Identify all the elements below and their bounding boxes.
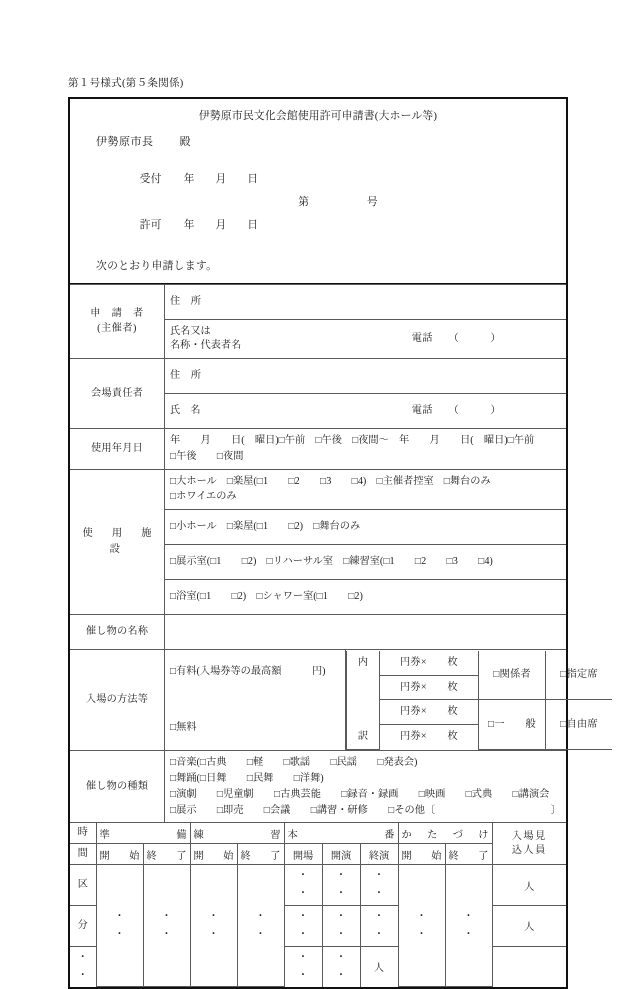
audience-type-related[interactable]: □関係者 xyxy=(479,651,546,700)
schedule-prep-start-input[interactable] xyxy=(96,865,143,987)
time-separator: ・ xyxy=(335,928,347,940)
time-separator: ・ xyxy=(463,910,474,922)
time-separator: ・ xyxy=(297,969,309,981)
facility-large-hall-line2: □ホワイエのみ xyxy=(170,491,237,503)
time-separator: ・ xyxy=(208,928,219,940)
time-separator: ・ xyxy=(335,888,347,900)
schedule-main-start-input-3[interactable] xyxy=(284,946,322,986)
time-separator: ・ xyxy=(463,928,474,940)
breakdown-label-top: 内 xyxy=(357,656,369,668)
venue-manager-label-cell xyxy=(70,358,165,428)
schedule-sub-cleanup-start: 開始 xyxy=(398,844,445,865)
admission-label-cell xyxy=(70,650,165,751)
time-separator: ・ xyxy=(416,928,427,940)
venue-manager-name-cell[interactable] xyxy=(165,393,567,428)
use-date-label: 使用年月日 xyxy=(91,442,143,454)
schedule-group-cleanup: かたづけ xyxy=(398,823,492,844)
schedule-cleanup-end-input[interactable] xyxy=(445,865,492,987)
event-name-label: 催し物の名称 xyxy=(85,626,149,638)
time-separator: ・ xyxy=(373,928,385,940)
admission-fee-cell[interactable] xyxy=(165,650,346,751)
seat-type-reserved[interactable]: □指定席 xyxy=(546,651,613,700)
time-separator: ・ xyxy=(161,928,172,940)
use-date-cell[interactable] xyxy=(165,428,567,469)
admission-paid-option[interactable]: □有料(入場券等の最高額 円) xyxy=(170,666,326,678)
permit-label: 許可 xyxy=(139,220,162,232)
schedule-table xyxy=(70,822,566,987)
schedule-side-char-3: 区 xyxy=(70,865,96,906)
applicant-name-label-line2: 名称・代表者名 xyxy=(170,339,242,351)
schedule-main-end-input-3[interactable] xyxy=(322,946,360,986)
facility-row-bath[interactable] xyxy=(165,580,567,615)
table-row xyxy=(70,751,566,823)
venue-manager-address-label: 住 所 xyxy=(170,370,202,382)
schedule-sub-prep-end: 終了 xyxy=(143,844,190,865)
header-block xyxy=(70,99,566,284)
time-separator: ・ xyxy=(373,870,385,882)
breakdown-label-cell xyxy=(347,651,380,749)
admission-breakdown-table xyxy=(346,651,612,750)
schedule-side-char-4: 分 xyxy=(70,906,96,947)
form-frame xyxy=(68,97,598,989)
schedule-sub-main-open: 開場 xyxy=(284,844,322,865)
schedule-main-start-input-1[interactable] xyxy=(322,865,360,906)
event-kind-label-cell xyxy=(70,751,165,823)
time-separator: ・ xyxy=(335,969,347,981)
applicant-tel-label: 電話 （ ） xyxy=(411,333,501,345)
schedule-attendance-input-3[interactable] xyxy=(360,946,398,986)
time-separator: ・ xyxy=(297,951,309,963)
facility-row-large-hall[interactable] xyxy=(165,469,567,510)
use-date-label-cell xyxy=(70,428,165,469)
schedule-side-char-1: 時 xyxy=(70,823,96,844)
time-separator: ・ xyxy=(208,910,219,922)
audience-type-general[interactable]: □一 般 xyxy=(479,700,546,749)
schedule-side-char-2: 間 xyxy=(70,844,96,865)
applicant-name-cell[interactable] xyxy=(165,319,567,358)
breakdown-label-bottom: 訳 xyxy=(357,730,369,742)
facility-row-exhibition[interactable] xyxy=(165,545,567,580)
time-separator: ・ xyxy=(335,870,347,882)
table-row xyxy=(347,651,613,675)
venue-manager-label: 会場責任者 xyxy=(91,387,143,399)
event-name-value-cell[interactable] xyxy=(165,615,567,650)
ticket-row-1[interactable]: 円券× 枚 xyxy=(380,651,479,675)
event-kind-options-cell[interactable] xyxy=(165,751,567,823)
permit-number-block xyxy=(272,180,378,226)
schedule-sub-header-row xyxy=(70,844,566,865)
time-separator: ・ xyxy=(77,969,88,981)
time-separator: ・ xyxy=(335,951,347,963)
admission-label: 入場の方法等 xyxy=(85,694,149,706)
receipt-date-pattern: 年 月 日 xyxy=(183,174,258,186)
time-separator: ・ xyxy=(114,928,125,940)
schedule-main-open-input-1[interactable] xyxy=(284,865,322,906)
applicant-label-line2: (主催者) xyxy=(97,323,137,335)
person-unit: 人 xyxy=(524,922,535,934)
table-row xyxy=(70,650,566,751)
number-prefix: 第 xyxy=(298,197,310,209)
applicant-section-table xyxy=(70,284,566,649)
venue-manager-tel-label: 電話 （ ） xyxy=(411,405,501,417)
form-number: 第１号様式(第５条関係) xyxy=(68,78,184,89)
schedule-sub-cleanup-end: 終了 xyxy=(445,844,492,865)
addressee-line xyxy=(96,133,566,149)
schedule-group-rehearsal: 練習 xyxy=(190,823,284,844)
event-kind-line-music: □音楽(□古典 □軽 □歌謡 □民謡 □発表会) xyxy=(170,757,418,769)
use-date-line1: 年 月 日( 曜日)□午前 □午後 □夜間〜 年 月 日( 曜日)□午前 xyxy=(170,434,535,446)
applicant-name-label-line1: 氏名又は xyxy=(170,326,211,338)
person-unit: 人 xyxy=(373,963,385,975)
facility-small-hall-line1: □小ホール □楽屋(□1 □2) □舞台のみ xyxy=(170,521,361,533)
addressee-name: 伊勢原市長 xyxy=(96,135,154,148)
schedule-main-open-input-3[interactable] xyxy=(70,946,96,986)
facility-large-hall-line1: □大ホール □楽屋(□1 □2 □3 □4) □主催者控室 □舞台のみ xyxy=(170,475,491,487)
attendance-header-line1: 入場見 xyxy=(511,831,547,843)
venue-manager-name-label: 氏 名 xyxy=(170,405,201,417)
permit-row xyxy=(108,203,258,249)
schedule-rehearsal-start-input[interactable] xyxy=(190,865,237,987)
schedule-sub-prep-start: 開始 xyxy=(96,844,143,865)
table-row xyxy=(70,615,566,650)
addressee-honorific: 殿 xyxy=(179,135,191,148)
schedule-sub-rehearsal-start: 開始 xyxy=(190,844,237,865)
schedule-cleanup-start-input[interactable] xyxy=(398,865,445,987)
schedule-attendance-header xyxy=(492,823,566,865)
schedule-main-start-input-2[interactable] xyxy=(322,906,360,947)
schedule-group-prep: 準備 xyxy=(96,823,190,844)
table-row xyxy=(70,469,566,510)
permit-date-pattern: 年 月 日 xyxy=(183,220,258,232)
time-separator: ・ xyxy=(416,910,427,922)
time-separator: ・ xyxy=(77,951,88,963)
facility-exhibition-line1: □展示室(□1 □2) □リハーサル室 □練習室(□1 □2 □3 □4) xyxy=(170,556,493,568)
table-row xyxy=(70,428,566,469)
event-kind-line-theatre: □演劇 □児童劇 □古典芸能 □録音・録画 □映画 □式典 □講演会 xyxy=(170,788,550,800)
facilities-label: 使 用 施 設 xyxy=(82,528,171,555)
number-suffix: 号 xyxy=(367,197,378,209)
facilities-label-cell xyxy=(70,469,171,615)
declaration-text: 次のとおり申請します。 xyxy=(96,259,218,272)
schedule-rehearsal-end-input[interactable] xyxy=(237,865,284,987)
applicant-address-cell[interactable] xyxy=(165,284,567,319)
receipt-row xyxy=(108,157,258,203)
schedule-main-open-input-2[interactable] xyxy=(284,906,322,947)
attendance-header-line2: 込人員 xyxy=(511,844,547,856)
time-separator: ・ xyxy=(297,870,309,882)
facility-row-small-hall[interactable] xyxy=(165,510,567,545)
event-kind-other-close: 〕 xyxy=(550,804,561,816)
event-kind-line-other: □展示 □即売 □会議 □講習・研修 □その他〔 xyxy=(170,804,436,816)
admission-breakdown-cell xyxy=(346,650,598,751)
schedule-attendance-input-2[interactable] xyxy=(492,906,566,947)
schedule-sub-main-end: 終演 xyxy=(360,844,398,865)
receipt-permit-block xyxy=(108,157,566,249)
schedule-main-end-input-1[interactable] xyxy=(360,865,398,906)
person-unit: 人 xyxy=(524,881,535,893)
time-separator: ・ xyxy=(373,911,385,923)
event-name-label-cell xyxy=(70,615,165,650)
time-separator: ・ xyxy=(161,910,172,922)
time-separator: ・ xyxy=(114,910,125,922)
schedule-sub-rehearsal-end: 終了 xyxy=(237,844,284,865)
event-kind-line-other-wrap xyxy=(170,803,561,819)
admission-free-option[interactable]: □無料 xyxy=(170,722,197,734)
schedule-body-row xyxy=(70,865,566,906)
venue-manager-address-cell[interactable] xyxy=(165,358,567,393)
receipt-label: 受付 xyxy=(139,174,162,186)
event-kind-label: 催し物の種類 xyxy=(85,780,149,792)
schedule-sub-main-start: 開演 xyxy=(322,844,360,865)
applicant-label-line1: 申 請 者 xyxy=(90,307,144,319)
table-row xyxy=(70,358,566,393)
facility-bath-line1: □浴室(□1 □2) □シャワー室(□1 □2) xyxy=(170,591,363,603)
ticket-row-2[interactable]: 円券× 枚 xyxy=(380,675,479,700)
admission-section-table xyxy=(70,649,598,750)
schedule-group-main: 本番 xyxy=(284,823,398,844)
applicant-label-cell xyxy=(70,284,165,358)
event-kind-line-dance: □舞踊(□日舞 □民舞 □洋舞) xyxy=(170,773,324,784)
seat-type-free[interactable]: □自由席 xyxy=(546,700,613,749)
time-separator: ・ xyxy=(297,888,309,900)
table-row xyxy=(347,700,613,725)
ticket-row-3[interactable]: 円券× 枚 xyxy=(380,700,479,725)
schedule-attendance-input-1[interactable] xyxy=(492,865,566,906)
table-row xyxy=(70,284,566,319)
time-separator: ・ xyxy=(335,911,347,923)
schedule-prep-end-input[interactable] xyxy=(143,865,190,987)
time-separator: ・ xyxy=(255,910,266,922)
event-kind-section-table xyxy=(70,750,566,822)
time-separator: ・ xyxy=(255,928,266,940)
use-date-line2: □午後 □夜間 xyxy=(170,450,244,462)
time-separator: ・ xyxy=(297,911,309,923)
document-title: 伊勢原市民文化会館使用許可申請書(大ホール等) xyxy=(198,109,438,122)
time-separator: ・ xyxy=(373,888,385,900)
time-separator: ・ xyxy=(297,928,309,940)
applicant-address-label: 住 所 xyxy=(170,296,202,308)
schedule-main-end-input-2[interactable] xyxy=(360,906,398,947)
schedule-group-header-row xyxy=(70,823,566,844)
ticket-row-4[interactable]: 円券× 枚 xyxy=(380,725,479,749)
